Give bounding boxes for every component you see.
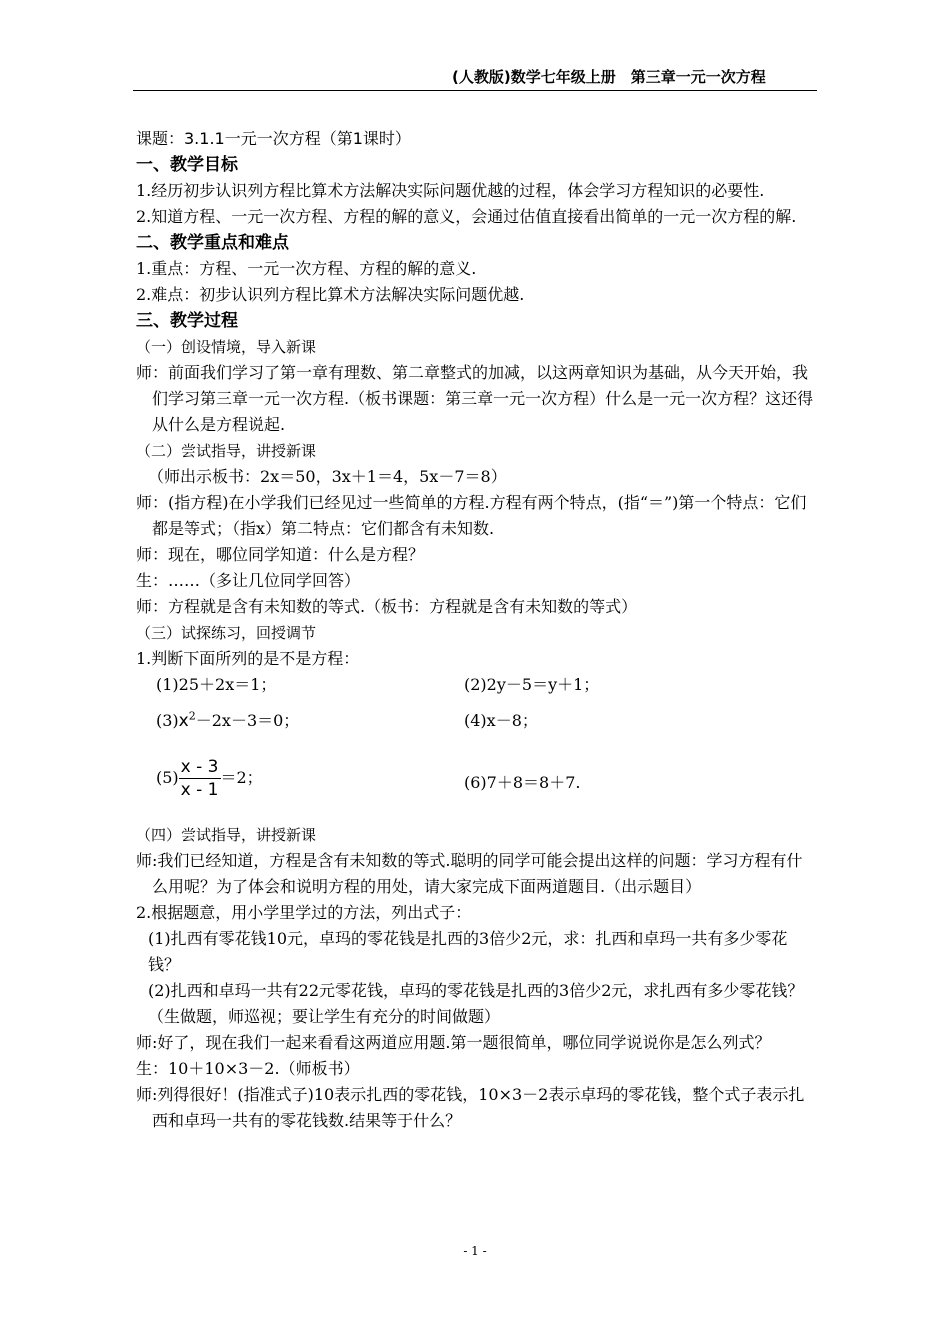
subsection-heading: （一）创设情境，导入新课 [136,338,317,356]
document-body [136,125,816,1134]
exercise-3 [156,708,299,731]
exercise-3-exponent: 2 [188,709,196,723]
exercise-3-rest: －2x－3＝0； [195,711,300,730]
student-paragraph: 生：……（多让几位同学回答） [136,571,361,590]
teacher-paragraph: 师：(指方程)在小学我们已经见过一些简单的方程.方程有两个特点，(指“＝”)第一个特点：它们都是等式；（指x）第二特点：它们都含有未知数. [136,493,807,538]
exercise-1: (1)25＋2x＝1； [156,675,277,694]
board-note: （师出示板书：2x＝50，3x＋1＝4，5x－7＝8） [148,467,507,486]
goal-item: 1.经历初步认识列方程比算术方法解决实际问题优越的过程，体会学习方程知识的必要性. [136,181,765,200]
fraction-numerator: x - 3 [180,757,219,777]
stage-direction: （生做题，师巡视；要让学生有充分的时间做题） [148,1007,501,1026]
teacher-paragraph: 师：现在，哪位同学知道：什么是方程？ [136,545,425,564]
exercise-2: (2)2y－5＝y＋1； [464,675,600,694]
exercise-5 [156,756,263,801]
exercise-grid [136,672,816,804]
exercise-5-rest: ＝2； [220,768,263,787]
exercise-intro: 2.根据题意，用小学里学过的方法，列出式子： [136,903,472,922]
section-heading-key-points: 二、教学重点和难点 [136,233,289,253]
teacher-paragraph: 师:好了，现在我们一起来看看这两道应用题.第一题很简单，哪位同学说说你是怎么列式？ [136,1033,771,1052]
exercise-5-number: (5) [156,768,179,787]
exercise-3-number: (3) [156,711,179,730]
running-header: (人教版)数学七年级上册 第三章一元一次方程 [452,68,766,86]
section-heading-goals: 一、教学目标 [136,155,238,175]
exercise-3-variable: x [178,711,189,731]
key-point-item: 1.重点：方程、一元一次方程、方程的解的意义. [136,259,477,278]
fraction-denominator: x - 1 [180,780,219,800]
lesson-title: 课题：3.1.1一元一次方程（第1课时） [136,129,411,148]
teacher-paragraph: 师：前面我们学习了第一章有理数、第二章整式的加减，以这两章知识为基础，从今天开始，我们学习第三章一元一次方程.（板书课题：第三章一元一次方程）什么是一元一次方程？这还得从什么是方程说起. [136,363,814,434]
student-paragraph: 生：10＋10×3－2.（师板书） [136,1059,360,1078]
teacher-paragraph: 师:列得很好！(指准式子)10表示扎西的零花钱，10×3－2表示卓玛的零花钱，整个式子表示扎西和卓玛一共有的零花钱数.结果等于什么？ [136,1085,805,1130]
subsection-heading: （二）尝试指导，讲授新课 [136,442,317,460]
header-rule [133,90,817,91]
key-point-item: 2.难点：初步认识列方程比算术方法解决实际问题优越. [136,285,525,304]
teacher-paragraph: 师：方程就是含有未知数的等式.（板书：方程就是含有未知数的等式） [136,597,638,616]
word-problem: (1)扎西有零花钱10元，卓玛的零花钱是扎西的3倍少2元，求：扎西和卓玛一共有多少零花钱？ [148,929,788,974]
subsection-heading: （四）尝试指导，讲授新课 [136,826,317,844]
subsection-heading: （三）试探练习，回授调节 [136,624,317,642]
exercise-6: (6)7＋8＝8＋7. [464,773,581,792]
fraction [179,756,221,801]
page-number: - 1 - [463,1244,487,1258]
teacher-paragraph: 师:我们已经知道，方程是含有未知数的等式.聪明的同学可能会提出这样的问题：学习方程有什么用呢？为了体会和说明方程的用处，请大家完成下面两道题目.（出示题目） [136,851,803,896]
goal-item: 2.知道方程、一元一次方程、方程的解的意义，会通过估值直接看出简单的一元一次方程的解. [136,207,797,226]
word-problem: (2)扎西和卓玛一共有22元零花钱，卓玛的零花钱是扎西的3倍少2元，求扎西有多少零花钱？ [148,981,804,1000]
exercise-4: (4)x－8； [464,711,538,730]
section-heading-process: 三、教学过程 [136,311,238,331]
exercise-intro: 1.判断下面所列的是不是方程： [136,649,360,668]
